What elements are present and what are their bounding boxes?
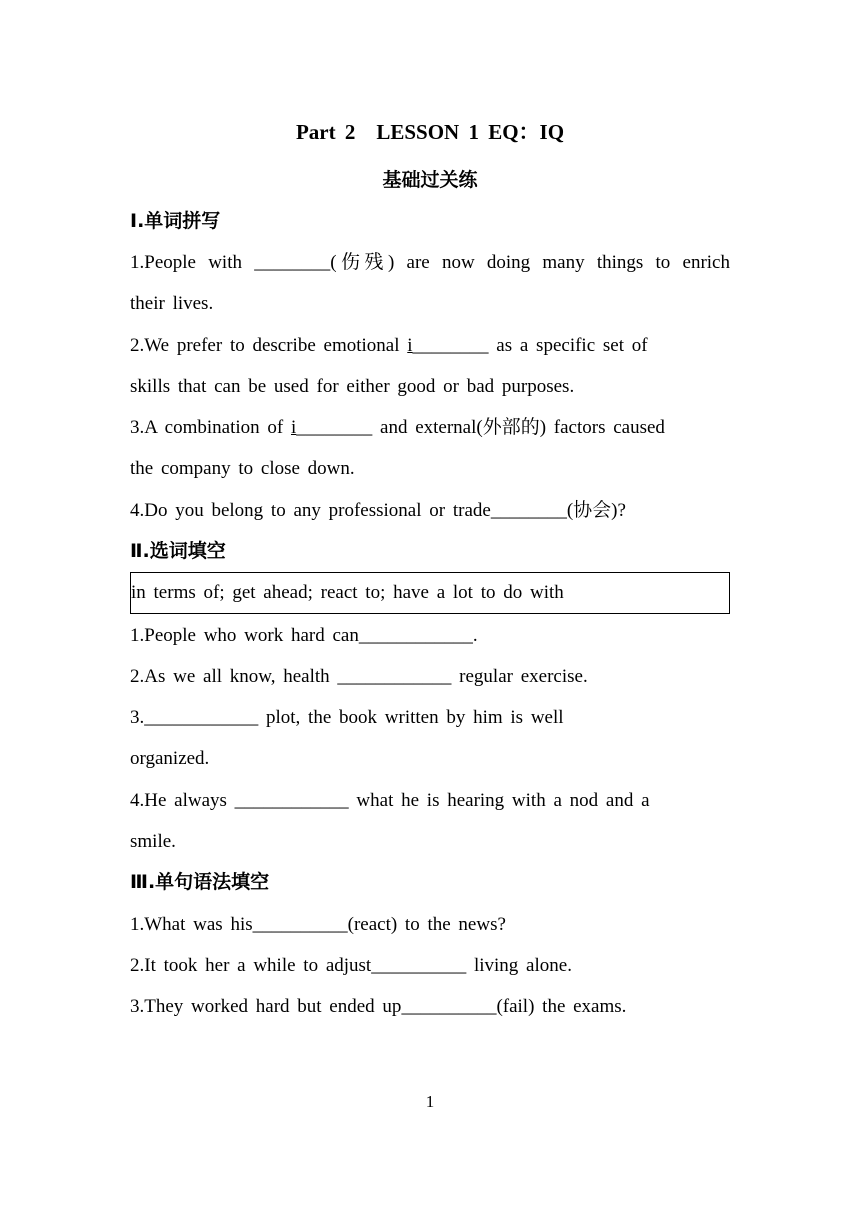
page-number: 1 (425, 1092, 435, 1111)
page-title: Part 2 LESSON 1 EQ：IQ (295, 120, 565, 144)
question-1-3 (130, 407, 730, 448)
question-1-2 (130, 325, 730, 366)
question-2-3 (130, 697, 730, 738)
question-text: regular exercise. (451, 666, 588, 687)
answer-blank[interactable]: ____________ (358, 625, 473, 646)
page-subtitle: 基础过关练 (382, 169, 478, 191)
question-text: 4.He always (130, 790, 235, 811)
question-text: living alone. (466, 955, 572, 976)
question-1-2-cont: skills that can be used for either good or bad purposes. (130, 376, 575, 397)
question-text: 2.We prefer to describe emotional (130, 335, 408, 356)
question-1-1-cont: their lives. (130, 293, 214, 314)
answer-blank[interactable]: ________ (254, 252, 331, 273)
question-text: 3.A combination of (130, 417, 291, 438)
answer-blank[interactable]: __________ (371, 955, 467, 976)
section-heading-2 (130, 531, 730, 572)
question-text: (协会)? (566, 500, 626, 521)
question-2-1 (130, 615, 730, 656)
answer-blank[interactable]: ________ (490, 500, 567, 521)
question-text: 1.People who work hard can (130, 625, 359, 646)
answer-blank[interactable]: ____________ (144, 707, 259, 728)
question-text: 3.They worked hard but ended up (130, 996, 402, 1017)
letter-hint: i (290, 417, 297, 438)
answer-blank[interactable]: __________ (401, 996, 497, 1017)
question-text: and external(外部的) factors caused (372, 417, 665, 438)
question-3-1 (130, 904, 730, 945)
question-2-3-cont: organized. (130, 748, 210, 769)
question-text: 1.What was his (130, 914, 253, 935)
section-heading-3 (130, 862, 730, 903)
question-text: . (472, 625, 478, 646)
question-2-4-cont: smile. (130, 831, 176, 852)
word-box-text: in terms of; get ahead; react to; have a lot to do with (131, 582, 564, 603)
question-text: 4.Do you belong to any professional or trade (130, 500, 491, 521)
question-text: (fail) the exams. (496, 996, 627, 1017)
answer-blank[interactable]: ________ (412, 335, 489, 356)
answer-blank[interactable]: ____________ (234, 790, 349, 811)
question-text: 1.People with (130, 252, 255, 273)
answer-blank[interactable]: ____________ (337, 666, 452, 687)
section-label: Ⅱ.选词填空 (130, 540, 226, 562)
answer-blank[interactable]: __________ (252, 914, 348, 935)
question-text: (react) to the news? (347, 914, 506, 935)
question-text: (伤残) are now doing many things to enrich (330, 252, 730, 273)
question-text: plot, the book written by him is well (258, 707, 564, 728)
question-text: 3. (130, 707, 145, 728)
question-1-4 (130, 490, 730, 531)
section-label: Ⅰ.单词拼写 (130, 210, 221, 232)
question-text: as a specific set of (488, 335, 648, 356)
question-text: 2.As we all know, health (130, 666, 338, 687)
question-1-3-cont: the company to close down. (130, 458, 355, 479)
question-1-1 (130, 242, 730, 283)
section-heading-1 (130, 201, 730, 242)
question-text: what he is hearing with a nod and a (348, 790, 650, 811)
section-label: Ⅲ.单句语法填空 (130, 871, 270, 893)
question-text: 2.It took her a while to adjust (130, 955, 372, 976)
question-3-3 (130, 986, 730, 1027)
question-2-4 (130, 780, 730, 821)
letter-hint: i (407, 335, 413, 356)
question-3-2 (130, 945, 730, 986)
answer-blank[interactable]: ________ (296, 417, 373, 438)
question-2-2 (130, 656, 730, 697)
